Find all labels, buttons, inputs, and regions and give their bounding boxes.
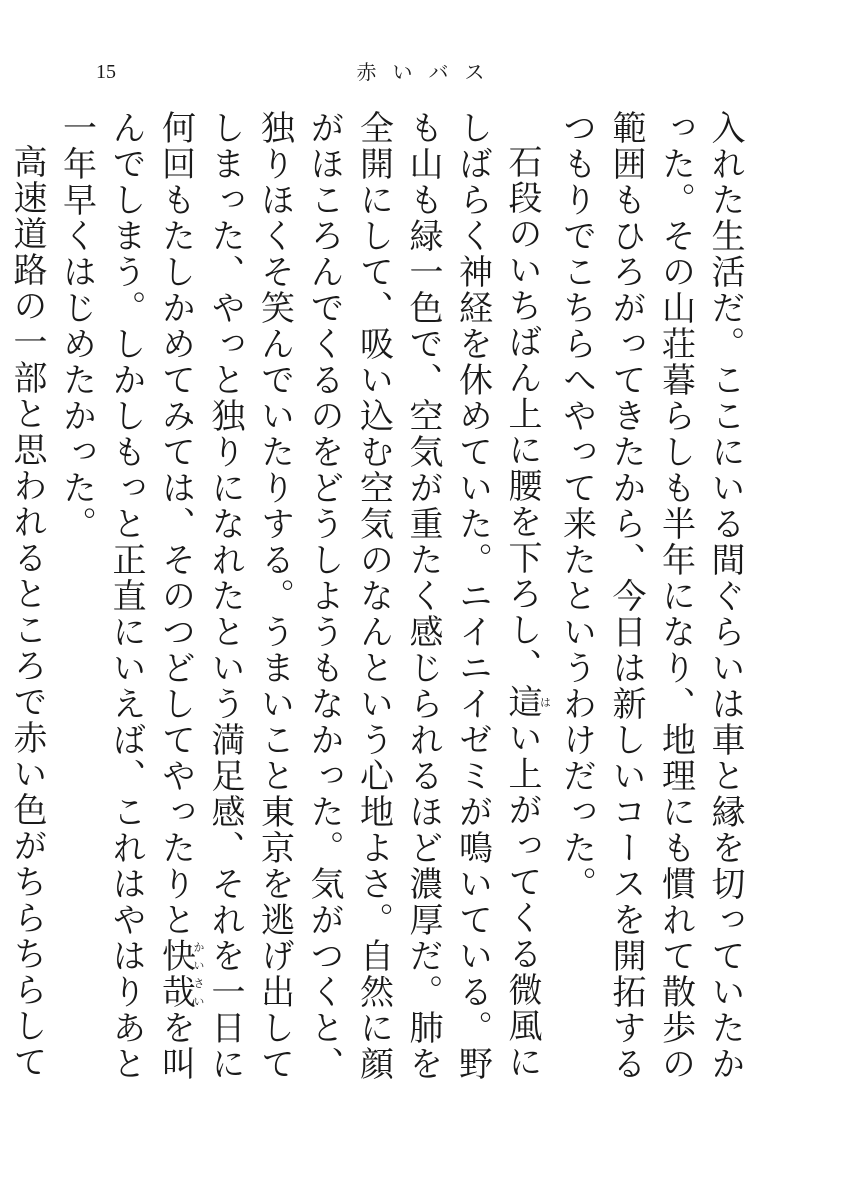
paragraph-2-part-3: を叫んでしまう。しかしもっと正直にいえば、これはやはりあと一年早くはじめたかった。	[56, 110, 196, 1082]
paragraph-3: 高速道路の一部と思われるところで赤い色がちらちらして	[7, 144, 47, 1080]
paragraph-1: 入れた生活だ。ここにいる間ぐらいは車と縁を切っていたかった。その山荘暮らしも半年になり、地理にも慣れて散歩の範囲もひろがってきたから、今日は新しいコースを開拓するつもりでこちらへやって来たというわけだった。	[556, 110, 745, 1082]
paragraph-2-part-1: 石段のいちばん上に腰を下ろし、	[502, 144, 542, 684]
ruby-kaisai: 快哉かいさい	[155, 938, 205, 1010]
paragraph-2	[51, 110, 551, 1110]
ruby-hau: 這は	[502, 684, 552, 720]
paragraph-2-part-2: い上がってくる微風にしばらく神経を休めていた。ニイニイゼミが鳴いている。野も山も緑一色で、空気が重たく感じられるほど濃厚だ。肺を全開にして、吸い込む空気のなんという心地よさ。自然に顔がほころんでくるのをどうしようもなかった。気がつくと、独りほくそ笑んでいたりする。うまいこと東京を逃げ出してしまった、やっと独りになれたという満足感、それを一日に何回もたしかめてみては、そのつどしてやったりと	[155, 110, 542, 1082]
body-text	[7, 110, 749, 1110]
ruby-kaisai-reading: かいさい	[192, 938, 205, 1010]
running-title: 赤いバス	[356, 60, 501, 84]
ruby-hau-reading: は	[538, 684, 552, 720]
page-number: 15	[96, 61, 116, 83]
